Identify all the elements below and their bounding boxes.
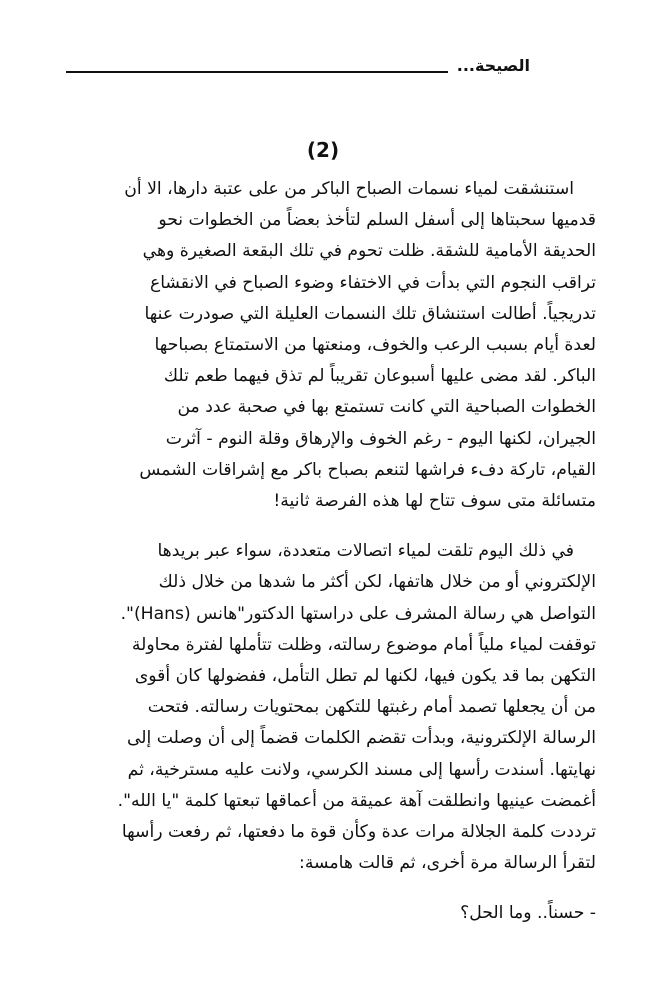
text-line: تدريجياً. أطالت استنشاق تلك النسمات العليلة التي صودرت عنها: [144, 303, 596, 324]
text-line: توقفت لمياء ملياً أمام موضوع رسالته، وظلت تتأملها لفترة محاولة: [131, 634, 596, 655]
body-text: [68, 174, 596, 930]
text-line: أغمضت عينيها وانطلقت آهة عميقة من أعماقها تبعتها كلمة "يا الله".: [117, 790, 596, 811]
running-header-title: الصيحة...: [456, 56, 530, 75]
paragraph-gap: [68, 879, 596, 898]
text-line: متسائلة متى سوف تتاح لها هذه الفرصة ثانية!: [273, 491, 596, 512]
paragraph-1: [68, 174, 596, 517]
text-line: استنشقت لمياء نسمات الصباح الباكر من على عتبة دارها، الا أن: [124, 179, 574, 199]
text-line: الجيران، لكنها اليوم - رغم الخوف والإرهاق وقلة النوم - آثرت: [165, 428, 596, 449]
text-line: التكهن بما قد يكون فيها، لكنها لم تطل التأمل، ففضولها كان أقوى: [134, 666, 596, 687]
text-line: قدميها سحبتاها إلى أسفل السلم لتأخذ بعضاً من الخطوات نحو: [158, 210, 596, 231]
text-line: الخطوات الصباحية التي كانت تستمتع بها في صحبة عدد من: [177, 397, 596, 418]
text-line: لتقرأ الرسالة مرة أخرى، ثم قالت هامسة:: [299, 853, 596, 874]
text-line: - حسناً.. وما الحل؟: [460, 903, 596, 924]
text-line: في ذلك اليوم تلقت لمياء اتصالات متعددة، سواء عبر بريدها: [157, 541, 574, 562]
text-line: الإلكتروني أو من خلال هاتفها، لكن أكثر ما شدها من خلال ذلك: [158, 572, 596, 593]
paragraph-2: [68, 536, 596, 879]
text-line: من أن يجعلها تصمد أمام رغبتها للتكهن بمحتويات رسالته. فتحت: [147, 697, 596, 718]
text-line: التواصل هي رسالة المشرف على دراستها الدكتور"هانس (Hans)".: [120, 603, 596, 624]
running-header: [60, 56, 530, 86]
text-line: الرسالة الإلكترونية، وبدأت تقضم الكلمات قضماً إلى أن وصلت إلى: [126, 728, 596, 749]
header-rule: [66, 71, 448, 73]
text-line: لعدة أيام بسبب الرعب والخوف، ومنعتها من الاستمتاع بصباحها: [154, 335, 596, 356]
chapter-number: (2): [306, 138, 340, 162]
text-line: الباكر. لقد مضى عليها أسبوعان تقريباً لم تذق فيهما طعم تلك: [163, 366, 596, 387]
paragraph-3: [68, 898, 596, 929]
text-line: تراقب النجوم التي بدأت في الاختفاء وضوء الصباح في الانقشاع: [149, 272, 596, 293]
text-line: نهايتها. أسندت رأسها إلى مسند الكرسي، ولانت عليه مسترخية، ثم: [127, 759, 596, 780]
text-line: الحديقة الأمامية للشقة. ظلت تحوم في تلك البقعة الصغيرة وهي: [142, 241, 596, 262]
text-line: ترددت كلمة الجلالة مرات عدة وكأن قوة ما دفعتها، ثم رفعت رأسها: [121, 822, 596, 843]
paragraph-gap: [68, 517, 596, 536]
text-line: القيام، تاركة دفء فراشها لتنعم بصباح باكر مع إشراقات الشمس: [139, 459, 596, 480]
